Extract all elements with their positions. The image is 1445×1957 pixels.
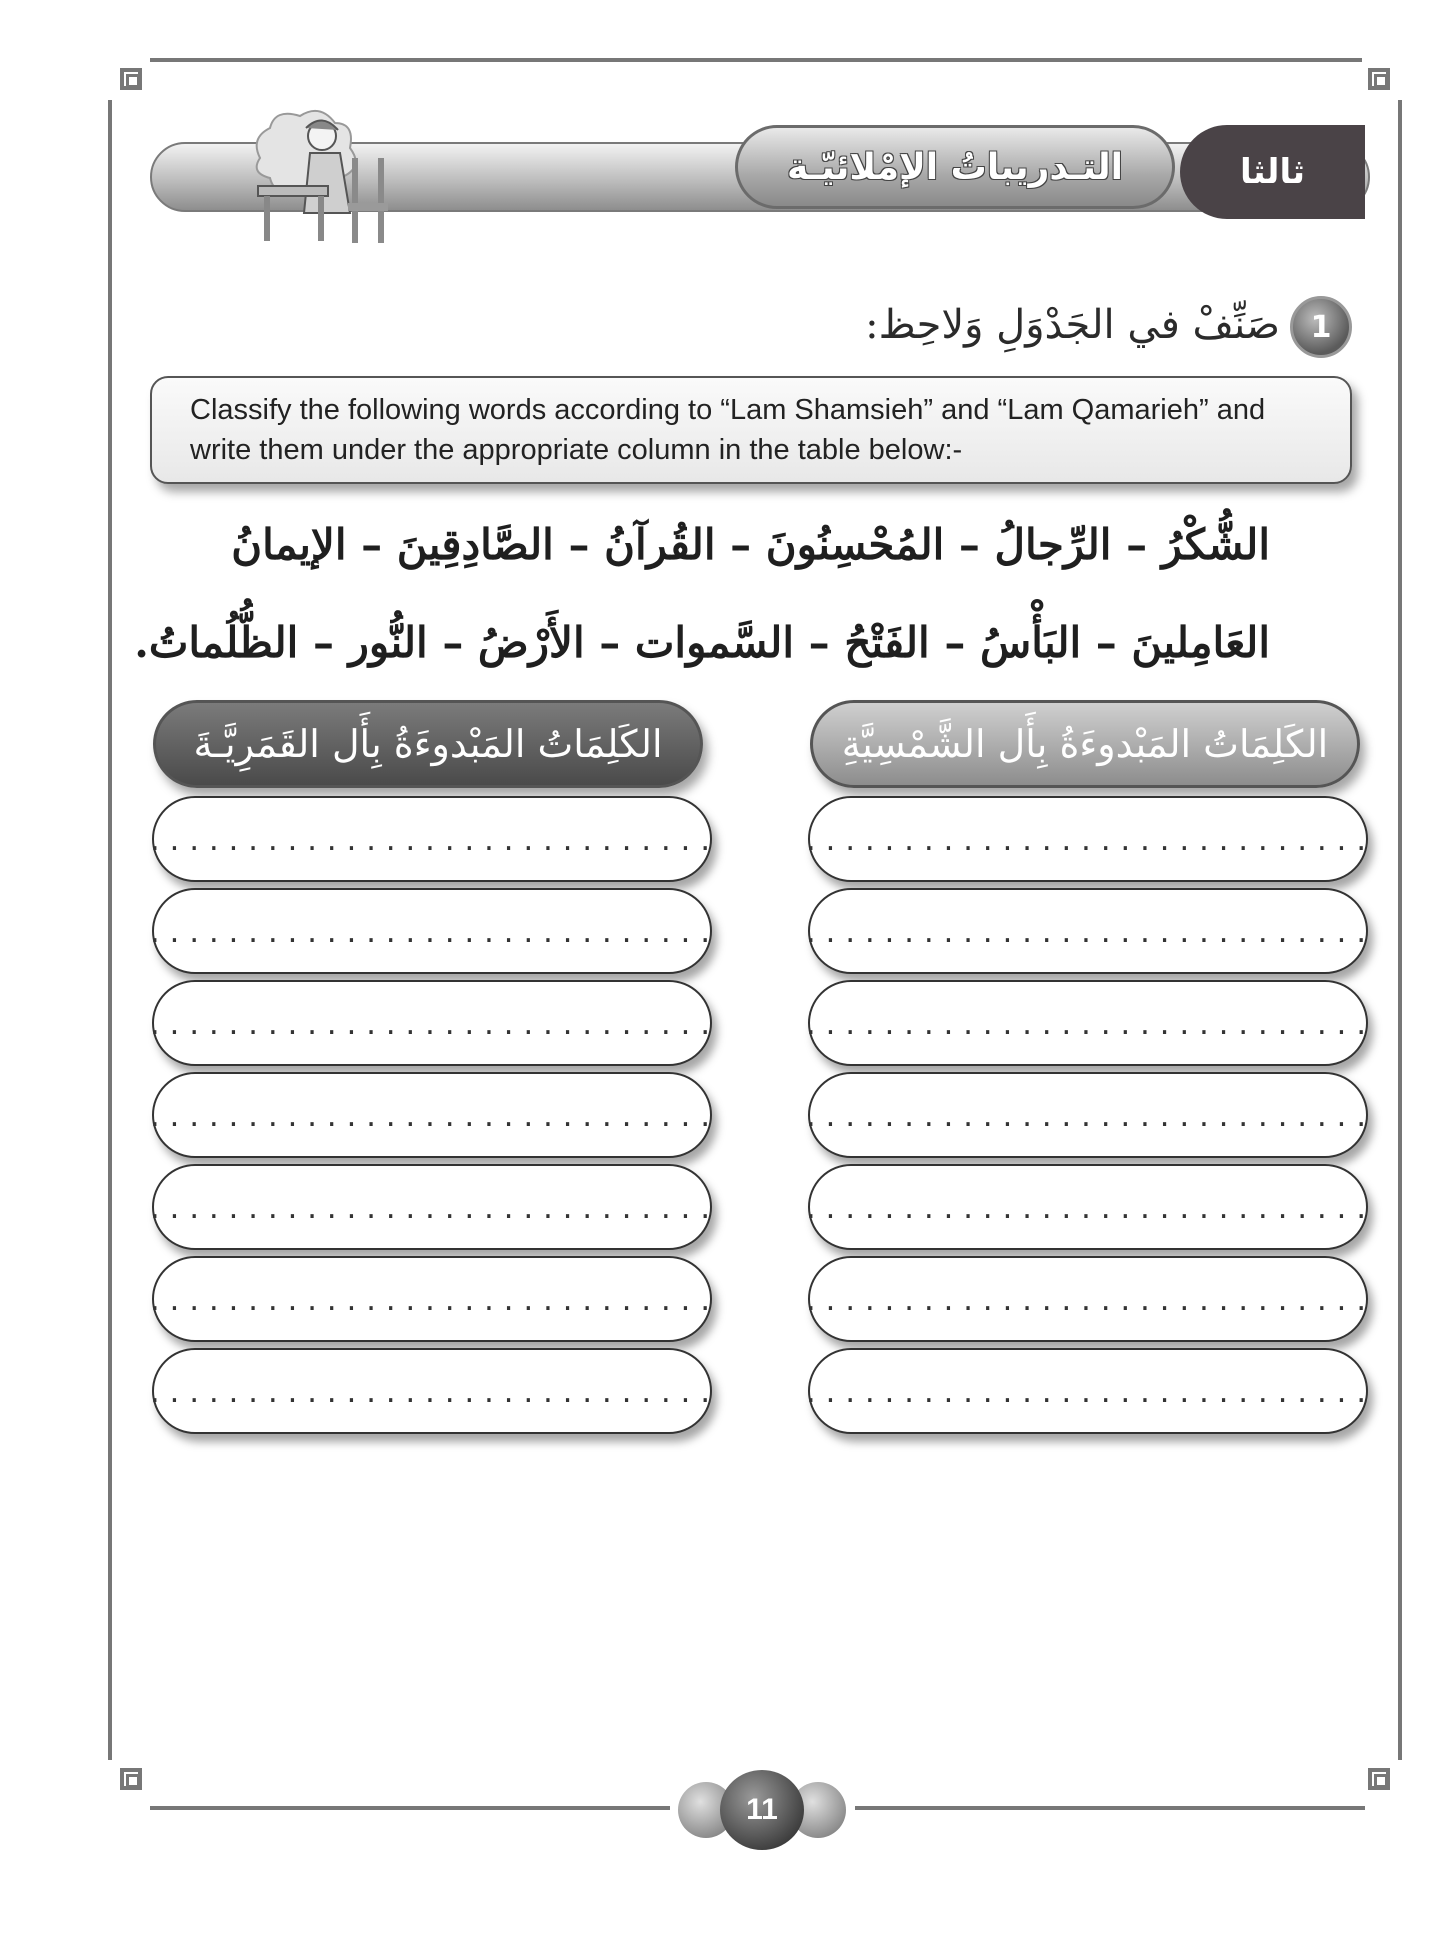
answer-row[interactable] [147,888,717,974]
dotted-answer-line: ............................. [803,1379,1373,1409]
page-number: 11 [720,1770,804,1850]
answer-row[interactable] [803,1164,1373,1250]
answer-row[interactable] [803,888,1373,974]
word-list-line-2: العَامِلينَ – البَأْسُ – الفَتْحُ – السَّموات – الأَرْضُ – النُّور – الظُّلُماتُ. [134,618,1270,667]
answer-row[interactable] [803,1348,1373,1434]
answer-row[interactable] [147,796,717,882]
english-instruction-box: Classify the following words according to “Lam Shamsieh” and “Lam Qamarieh” and write them under the appropriate column in the table below:- [150,376,1352,484]
qamaria-column-header: الكَلِمَاتُ المَبْدوءَةُ بِأَل القَمَرِيَّـةَ [153,700,703,788]
shamsia-answer-column [803,796,1373,1440]
answer-row[interactable] [803,1072,1373,1158]
answer-row[interactable] [803,1256,1373,1342]
word-list-line-1: الشُّكْرُ – الرِّجالُ – المُحْسِنُونَ – القُرآنُ – الصَّادِقِينَ – الإيمانُ [231,520,1270,569]
answer-row[interactable] [147,1256,717,1342]
exercise-arabic-instruction: صَنِّفْ في الجَدْوَلِ وَلاحِظ: [865,302,1280,348]
answer-row[interactable] [803,980,1373,1066]
dotted-answer-line: ............................. [147,1287,717,1317]
answer-row[interactable] [147,1164,717,1250]
dotted-answer-line: ............................. [803,919,1373,949]
dotted-answer-line: ............................. [147,1011,717,1041]
dotted-answer-line: ............................. [803,1103,1373,1133]
dotted-answer-line: ............................. [803,1011,1373,1041]
answer-row[interactable] [803,796,1373,882]
student-writing-illustration [240,98,400,248]
dotted-answer-line: ............................. [803,1195,1373,1225]
qamaria-answer-column [147,796,717,1440]
exercise-number-badge: 1 [1290,296,1352,358]
dotted-answer-line: ............................. [803,1287,1373,1317]
dotted-answer-line: ............................. [147,827,717,857]
section-title: التـدريباتُ الإمْلائيّـة [735,125,1175,209]
answer-row[interactable] [147,1348,717,1434]
dotted-answer-line: ............................. [803,827,1373,857]
dotted-answer-line: ............................. [147,1195,717,1225]
answer-row[interactable] [147,1072,717,1158]
dotted-answer-line: ............................. [147,1379,717,1409]
shamsia-column-header: الكَلِمَاتُ المَبْدوءَةُ بِأَل الشَّمْسِيَّةِ [810,700,1360,788]
dotted-answer-line: ............................. [147,1103,717,1133]
answer-row[interactable] [147,980,717,1066]
page-number-badge [672,1770,852,1850]
dotted-answer-line: ............................. [147,919,717,949]
section-tag: ثالثا [1180,125,1365,219]
